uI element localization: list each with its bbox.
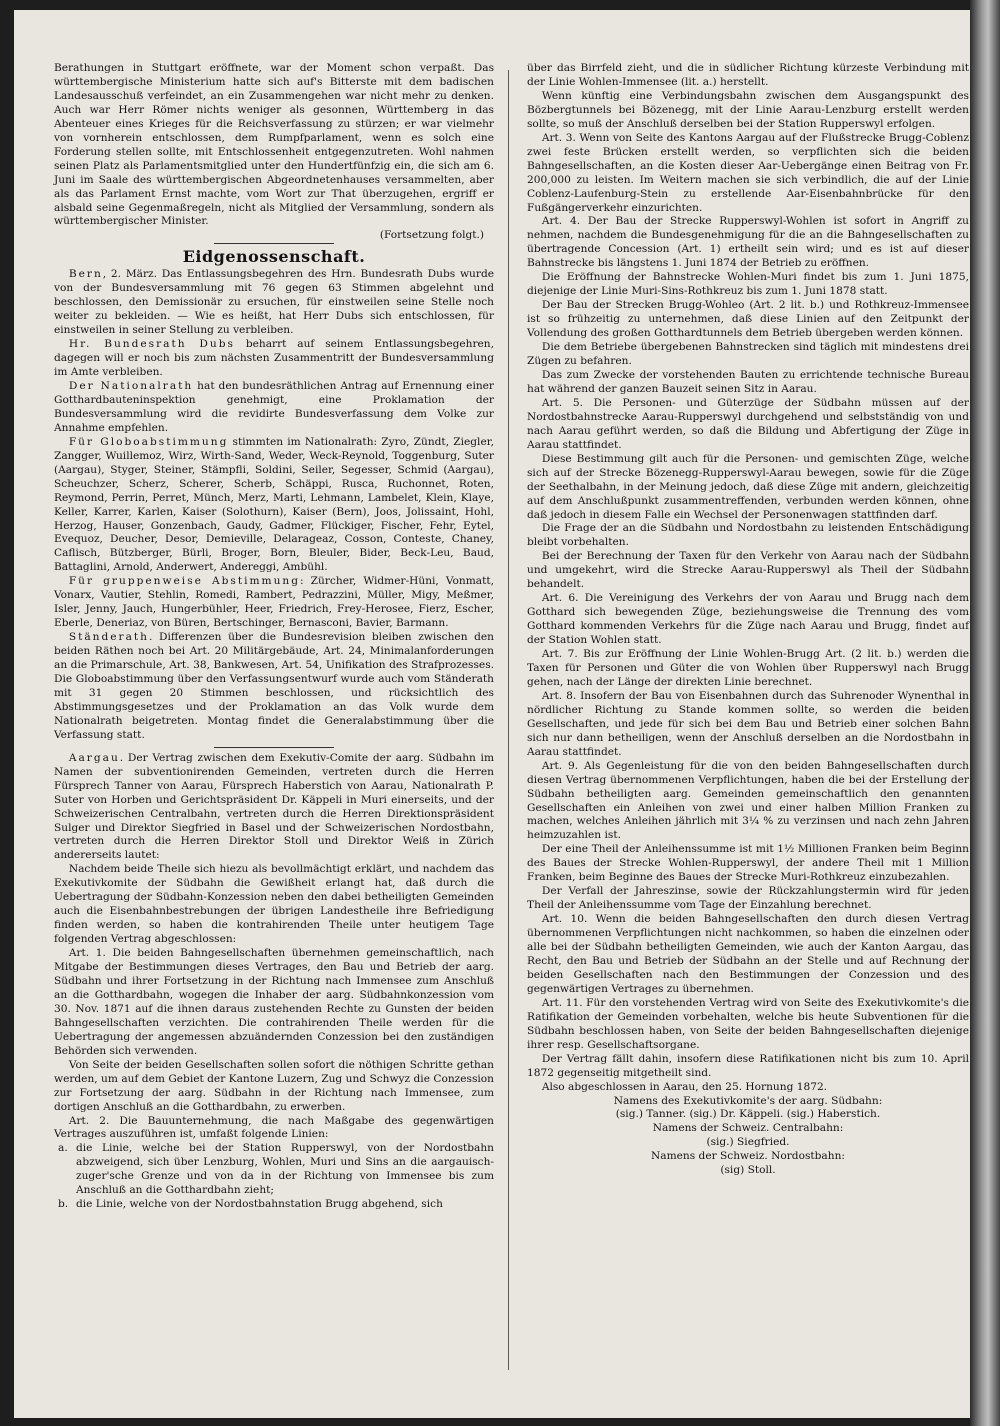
- divider: [214, 243, 334, 244]
- paragraph-also: Also abgeschlossen in Aarau, den 25. Hornung 1872.: [541, 1080, 828, 1093]
- paragraph-frage: Die Frage der an die Südbahn und Nordostbahn zu leistenden Entschädigung bleibt vorbehalten.: [527, 522, 969, 549]
- paragraph-art6: Art. 6. Die Vereinigung des Verkehrs der von Aarau und Brugg nach dem Gotthard sich bewegenden Züge, beziehungsweise die Trennung des vom Gotthard kommenden Verkehrs für die Züge nach Aarau und Brugg, findet auf der Station Wohlen statt.: [527, 592, 969, 647]
- signature-line: (sig.) Siegfried.: [706, 1136, 790, 1149]
- paragraph-art11: Art. 11. Für den vorstehenden Vertrag wird von Seite des Exekutivkomite's die Ratifikation der Gemeinden vorbehalten, welche bis heute Subventionen für die Südbahn beschlossen haben, von Seite der beiden Bahngesellschaften diejenige ihrer resp. Gesellschaftsorgane.: [527, 996, 969, 1051]
- column-rule: [508, 70, 509, 1370]
- paragraph-vonseite: Von Seite der beiden Gesellschaften sollen sofort die nöthigen Schritte gethan werden, um auf dem Gebiet der Kantone Luzern, Zug und Schwyz die Conzession zur Fortsetzung der aarg. Südbahn in der Richtung nach Immensee, zum dortigen Anschluß an die Gotthardbahn, zu erwerben.: [54, 1058, 494, 1113]
- paragraph-art2: Art. 2. Die Bauunternehmung, die nach Maßgabe des gegenwärtigen Vertrages auszuführen ist, umfaßt folgende Linien:: [54, 1114, 494, 1141]
- page-edge-shadow: [970, 0, 1000, 1426]
- paragraph-verfall: Der Verfall der Jahreszinse, sowie der Rückzahlungstermin wird für jeden Theil der Anleihenssumme vom Tage der Einzahlung berechnet.: [527, 885, 969, 912]
- paragraph-diese: Diese Bestimmung gilt auch für die Personen- und gemischten Züge, welche sich auf der Strecke Bözenegg-Rupperswyl-Aarau bewegen, sowie für die Züge der Seethalbahn, in der Meinung jedoch, daß diese Züge mit andern, gleichzeitig auf dem Anschlußpunkt zusammentreffenden, verbunden werden können, ohne daß jedoch in diesem Falle ein Wechsel der Personenwagen stattfinden darf.: [527, 452, 969, 521]
- paragraph-cont: über das Birrfeld zieht, und die in südlicher Richtung kürzeste Verbindung mit der Linie Wohlen-Immensee (lit. a.) herstellt.: [527, 62, 969, 88]
- paragraph-art7: Art. 7. Bis zur Eröffnung der Linie Wohlen-Brugg Art. (2 lit. b.) werden die Taxen für Personen und Güter die von Wohlen über Rupperswyl nach Brugg gehen, nach der Länge der direkten Linie berechnet.: [527, 648, 969, 688]
- paragraph-art3: Art. 3. Wenn von Seite des Kantons Aargau auf der Flußstrecke Brugg-Coblenz zwei feste Brücken erstellt werden, so verpflichten sich die beiden Bahngesellschaften, an die Kosten dieser Aar-Uebergänge einen Beitrag von Fr. 200,000 zu leisten. Im Weitern machen sie sich verbindlich, die auf der Linie Coblenz-Laufenburg-Stein zu erstellende Aar-Eisenbahnbrücke für den Fußgängerverkehr einzurichten.: [527, 131, 969, 214]
- paragraph-art4: Art. 4. Der Bau der Strecke Rupperswyl-Wohlen ist sofort in Angriff zu nehmen, nachdem die Bundesgenehmigung für die an die Bahngesellschaften zu übertragende Concession (Art. 1) ertheilt sein wird; und es ist auf dieser Bahnstrecke bis längstens 1. Juni 1874 der Betrieb zu eröffnen.: [527, 215, 969, 270]
- continuation-note: (Fortsetzung folgt.): [379, 229, 484, 242]
- left-column: [54, 62, 494, 1212]
- paragraph-art5: Art. 5. Die Personen- und Güterzüge der Südbahn müssen auf der Nordostbahnstrecke Aarau-Rupperswyl durchgehend und selbstständig von und nach Aarau geführt werden, so daß die Bildung und Abfertigung der Züge in Aarau stattfindet.: [527, 396, 969, 451]
- paragraph-wenn: Wenn künftig eine Verbindungsbahn zwischen dem Ausgangspunkt des Bözbergtunnels bei Bözenegg, mit der Linie Aarau-Lenzburg erstellt werden sollte, so muß der Anschluß derselben bei der Station Rupperswyl erfolgen.: [527, 89, 969, 130]
- paragraph-art10: Art. 10. Wenn die beiden Bahngesellschaften den durch diesen Vertrag übernommenen Verpflichtungen nicht nachkommen, so haben die einzelnen oder alle bei der Südbahn betheiligten Gemeinden, wie auch der Kanton Aargau, das Recht, den Bau und Betrieb der Südbahn an der Stelle und auf Rechnung der beiden Gesellschaften nach den Bestimmungen der Conzession und des gegenwärtigen Vertrages zu übernehmen.: [527, 913, 969, 995]
- newspaper-page: [14, 10, 970, 1418]
- paragraph-gruppenweise: Für gruppenweise Abstimmung: Zürcher, Widmer-Hüni, Vonmatt, Vonarx, Vautier, Stehlin, Romedi, Rambert, Pedrazzini, Müller, Migy, Meßmer, Isler, Jenny, Jauch, Hungerbühler, Heer, Friedrich, Frey-Herosee, Fierz, Escher, Eberle, Deneriaz, von Büren, Bertschinger, Bernasconi, Bavier, Barmann.: [54, 575, 494, 630]
- paragraph-bureau: Das zum Zwecke der vorstehenden Bauten zu errichtende technische Bureau hat während der ganzen Bauzeit seinen Sitz in Aarau.: [527, 368, 969, 395]
- right-column: [527, 62, 969, 1178]
- list-item: a. die Linie, welche bei der Station Rupperswyl, von der Nordostbahn abzweigend, sich über Lenzburg, Wohlen, Muri und Sins an die aargauisch-zuger'sche Grenze und von da in der Richtung von Immensee bis zum Anschluß an die Gotthardbahn zieht;: [58, 1142, 494, 1197]
- paragraph-dubs: Hr. Bundesrath Dubs beharrt auf seinem Entlassungsbegehren, dagegen will er noch bis zum nächsten Zusammentritt der Bundesversammlung im Amte verbleiben.: [54, 338, 495, 379]
- signature-line: (sig.) Tanner. (sig.) Dr. Käppeli. (sig.) Haberstich.: [615, 1108, 881, 1121]
- section-heading: Eidgenossenschaft.: [182, 247, 366, 267]
- paragraph-art8: Art. 8. Insofern der Bau von Eisenbahnen durch das Suhrenoder Wynenthal in nördlicher Richtung zu Stande kommen sollte, so werden die beiden Gesellschaften, und jede für sich bei dem Bau und Betrieb einer solchen Bahn sich nur dann betheiligen, wenn der Anschluß derselben an die Nordostbahn in Aarau stattfindet.: [527, 689, 969, 758]
- divider: [214, 747, 334, 748]
- signature-line: (sig) Stoll.: [720, 1164, 776, 1177]
- paragraph-bern: Bern, 2. März. Das Entlassungsbegehren des Hrn. Bundesrath Dubs wurde von der Bundesversammlung mit 76 gegen 63 Stimmen abgelehnt und beschlossen, den Demissionär zu ersuchen, für einstweilen seine Stelle noch weiter zu bekleiden. — Wie es heißt, hat Herr Dubs sich entschlossen, für einstweilen in seiner Stellung zu verbleiben.: [54, 268, 494, 337]
- signature-heading: Namens der Schweiz. Centralbahn:: [652, 1122, 844, 1135]
- list-item: b. die Linie, welche von der Nordostbahnstation Brugg abgehend, sich: [58, 1198, 443, 1211]
- paragraph-nachdem: Nachdem beide Theile sich hiezu als bevollmächtigt erklärt, und nachdem das Exekutivkomite der Südbahn die Gewißheit erlangt hat, daß durch die Uebertragung der Südbahn-Konzession neben den dabei betheiligten Gemeinden auch die Eisenbahnbestrebungen der übrigen Landestheile ihre Befriedigung finden werden, so haben die kontrahirenden Theile unter heutigem Tage folgenden Vertrag abgeschlossen:: [54, 863, 494, 946]
- paragraph-theil: Der eine Theil der Anleihenssumme ist mit 1½ Millionen Franken beim Beginn des Baues der Strecke Wohlen-Rupperswyl, der andere Theil mit 1 Million Franken, beim Beginne des Baues der Strecke Muri-Rothkreuz einzubezahlen.: [527, 843, 969, 884]
- dateline: Bern: [68, 268, 103, 281]
- paragraph-betrieb: Die dem Betriebe übergebenen Bahnstrecken sind täglich mit mindestens drei Zügen zu befahren.: [527, 341, 969, 368]
- paragraph-bau: Der Bau der Strecken Brugg-Wohleo (Art. 2 lit. b.) und Rothkreuz-Immensee ist so frühzeitig zu unternehmen, daß diese Linien auf den Zeitpunkt der Vollendung des großen Gotthardtunnels dem Betrieb übergeben werden können.: [527, 299, 969, 340]
- paragraph-art1: Art. 1. Die beiden Bahngesellschaften übernehmen gemeinschaftlich, nach Mitgabe der Bestimmungen dieses Vertrages, den Bau und Betrieb der aarg. Südbahn und ihrer Fortsetzung in der Richtung nach Immensee zum Anschluß an die Gotthardbahn, wogegen die Inhaber der aarg. Südbahnkonzession vom 30. Nov. 1871 auf die ihnen daraus zustehenden Rechte zu Gunsten der beiden Bahngesellschaften verzichten. Die contrahirenden Theile werden für die Uebertragung der angemessen abzuändernden Conzession bei den zuständigen Behörden sich verwenden.: [54, 947, 494, 1057]
- paragraph-faellt: Der Vertrag fällt dahin, insofern diese Ratifikationen nicht bis zum 10. April 1872 gegenseitig mitgetheilt sind.: [527, 1052, 969, 1079]
- article-continuation: Berathungen in Stuttgart eröffnete, war der Moment schon verpaßt. Das württembergische Ministerium hatte sich auf's Bitterste mit dem badischen Landesausschuß verfeindet, an ein Zusammengehen war nicht mehr zu denken. Auch war Herr Römer nichts weniger als gesonnen, Württemberg in das Abenteuer eines Krieges für die Reichsverfassung zu stürzen; er war vielmehr von vornherein entschlossen, dem Rumpfparlament, wenn es solch eine Forderung stellen sollte, mit Entschlossenheit entgegenzutreten. Wohl nahmen seinen Platz als Parlamentsmitglied unter den Hundertfünfzig ein, die sich am 6. Juni im Saale des württembergischen Abgeordnetenhauses versammelten, aber als das Parlament Ernst machte, vom Wort zur That überzugehen, ergriff er alsbald seine Gegenmaßregeln, nicht als Mitglied der Versammlung, sondern als württembergischer Minister.: [54, 62, 494, 228]
- paragraph-eroeffnung: Die Eröffnung der Bahnstrecke Wohlen-Muri findet bis zum 1. Juni 1875, diejenige der Linie Muri-Sins-Rothkreuz bis zum 1. Juni 1878 statt.: [527, 271, 969, 298]
- paragraph-nationalrath: Der Nationalrath hat den bundesräthlichen Antrag auf Ernennung einer Gotthardbauteninspektion genehmigt, eine Proklamation der Bundesversammlung wird die revidirte Bundesverfassung dem Volke zur Annahme empfehlen.: [54, 379, 494, 434]
- paragraph-art9: Art. 9. Als Gegenleistung für die von den beiden Bahngesellschaften durch diesen Vertrag übernommenen Verpflichtungen, haben die bei der Erstellung der Südbahn betheiligten aarg. Gemeinden gemeinschaftlich den genannten Gesellschaften ein Anleihen von zwei und einer halben Million Franken zu machen, welches Anleihen jährlich mit 3¼ % zu verzinsen und nach zehn Jahren heimzuzahlen ist.: [527, 759, 969, 842]
- signature-heading: Namens der Schweiz. Nordostbahn:: [651, 1150, 845, 1163]
- paragraph-globoabstimmung: Für Globoabstimmung stimmten im Nationalrath: Zyro, Zündt, Ziegler, Zangger, Wuillemoz, Wirz, Wirth-Sand, Weder, Weck-Reynold, Toggenburg, Suter (Aargau), Styger, Steiner, Stämpfli, Soldini, Seiler, Segesser, Schmid (Aargau), Scheuchzer, Scherz, Scherer, Scherb, Schäppi, Rusca, Ruchonnet, Roten, Reymond, Perrin, Perret, Münch, Merz, Marti, Lehmann, Lambelet, Klein, Klaye, Keller, Karrer, Karlen, Kaiser (Solothurn), Kaiser (Bern), Joos, Jolissaint, Hohl, Herzog, Hauser, Gonzenbach, Gaudy, Gadmer, Flückiger, Fischer, Fehr, Eytel, Evequoz, Deucher, Desor, Demieville, Delarageaz, Cosson, Conteste, Chaney, Caflisch, Bützberger, Bürli, Broger, Born, Bleuler, Bider, Beck-Leu, Baud, Battaglini, Arnold, Anderwert, Andereggi, Ambühl.: [54, 435, 494, 574]
- paragraph-taxen: Bei der Berechnung der Taxen für den Verkehr von Aarau nach der Südbahn und umgekehrt, wird die Strecke Aarau-Rupperswyl als Theil der Südbahn behandelt.: [527, 550, 969, 591]
- signature-heading: Namens des Exekutivkomite's der aarg. Südbahn:: [613, 1094, 883, 1107]
- paragraph-aargau: Aargau. Der Vertrag zwischen dem Exekutiv-Comite der aarg. Südbahn im Namen der subventionirenden Gemeinden, vertreten durch die Herren Fürsprech Tanner von Aarau, Fürsprech Haberstich von Aarau, Nationalrath P. Suter von Horben und Gerichtspräsident Dr. Käppeli in Muri einerseits, und der Schweizerischen Centralbahn, vertreten durch die Herren Direktionspräsident Sulger und Direktor Siegfried in Basel und der Schweizerischen Nordostbahn, vertreten durch die Herren Direktor Stoll und Direktor Weiß in Zürich andererseits lautet:: [54, 751, 494, 862]
- paragraph-staenderath: Ständerath. Differenzen über die Bundesrevision bleiben zwischen den beiden Räthen noch bei Art. 20 Militärgebäude, Art. 24, Minimalanforderungen an die Primarschule, Art. 38, Bankwesen, Art. 54, Unifikation des Strafprozesses. Die Globoabstimmung über den Verfassungsentwurf wurde auch vom Ständerath mit 31 gegen 20 Stimmen beschlossen, und rücksichtlich des Abstimmungsgesetzes und der Proklamation an das Volk wurde dem Nationalrath beigetreten. Montag findet die Generalabstimmung über die Verfassung statt.: [54, 631, 494, 741]
